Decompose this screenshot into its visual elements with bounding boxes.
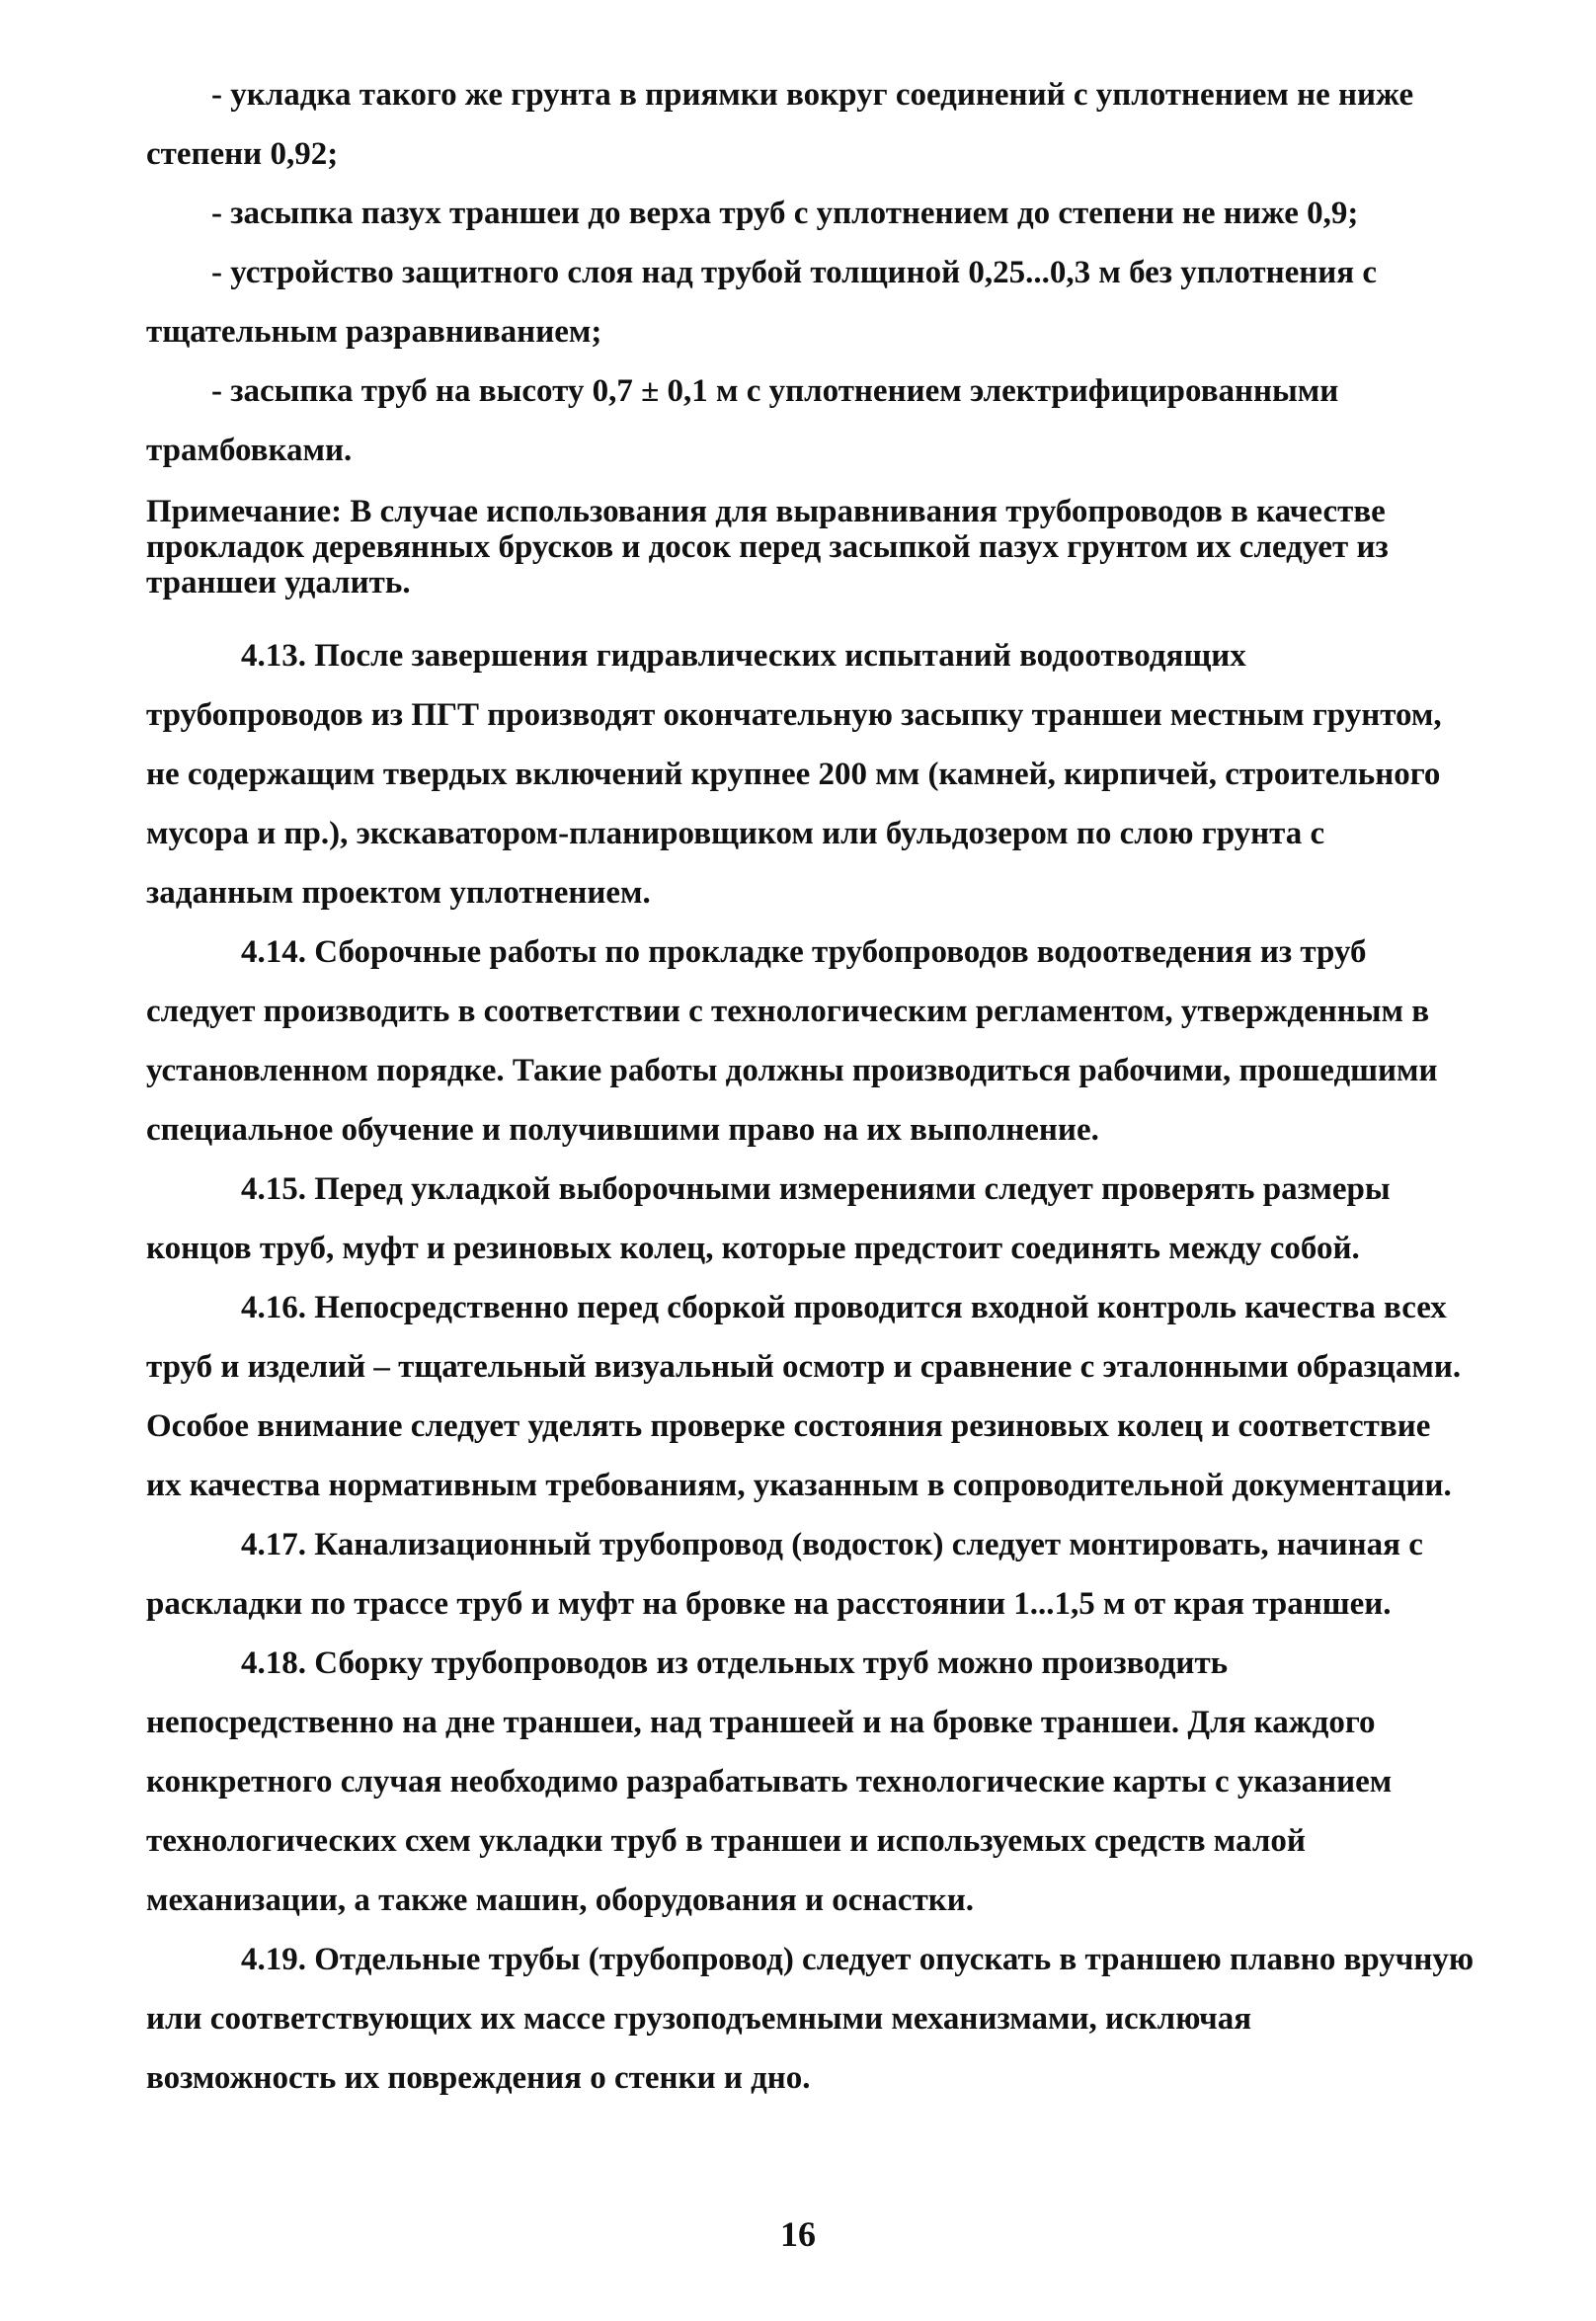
text-line: концов труб, муфт и резиновых колец, которые предстоит соединять между собой. bbox=[146, 1231, 1360, 1266]
paragraph-4-14 bbox=[146, 922, 1458, 1160]
bullet-item bbox=[146, 65, 1458, 184]
paragraph-4-18 bbox=[146, 1634, 1458, 1930]
text-line: - засыпка труб на высоту 0,7 ± 0,1 м с уплотнением электрифицированными bbox=[211, 373, 1339, 409]
text-line: 4.15. Перед укладкой выборочными измерениями следует проверять размеры bbox=[241, 1171, 1391, 1207]
note-line: траншеи удалить. bbox=[146, 565, 411, 600]
page-body bbox=[146, 65, 1475, 2108]
note-block bbox=[146, 494, 1458, 600]
bullet-item bbox=[146, 243, 1458, 361]
paragraph-4-19 bbox=[146, 1930, 1475, 2108]
text-line: - устройство защитного слоя над трубой толщиной 0,25...0,3 м без уплотнения с bbox=[211, 255, 1378, 290]
paragraph-4-17 bbox=[146, 1515, 1458, 1634]
note-line: Примечание: В случае использования для выравнивания трубопроводов в качестве bbox=[146, 494, 1386, 529]
text-line: не содержащим твердых включений крупнее 200 мм (камней, кирпичей, строительного bbox=[146, 757, 1441, 792]
text-line: - укладка такого же грунта в приямки вокруг соединений с уплотнением не ниже bbox=[211, 77, 1414, 113]
text-line: 4.18. Сборку трубопроводов из отдельных труб можно производить bbox=[241, 1645, 1229, 1681]
text-line: или соответствующих их массе грузоподъемными механизмами, исключая bbox=[146, 2001, 1252, 2037]
bullet-item bbox=[146, 184, 1458, 243]
text-line: 4.13. После завершения гидравлических испытаний водоотводящих bbox=[241, 638, 1246, 674]
text-line: 4.14. Сборочные работы по прокладке трубопроводов водоотведения из труб bbox=[241, 934, 1367, 970]
text-line: 4.17. Канализационный трубопровод (водосток) следует монтировать, начиная с bbox=[241, 1527, 1423, 1562]
text-line: непосредственно на дне траншеи, над траншеей и на бровке траншеи. Для каждого bbox=[146, 1705, 1376, 1740]
text-line: трамбовками. bbox=[146, 433, 353, 468]
paragraph-4-16 bbox=[146, 1278, 1462, 1515]
text-line: установленном порядке. Такие работы должны производиться рабочими, прошедшими bbox=[146, 1053, 1438, 1088]
bullet-item bbox=[146, 361, 1458, 480]
text-line: следует производить в соответствии с технологическим регламентом, утвержденным в bbox=[146, 994, 1430, 1029]
text-line: 4.19. Отдельные трубы (трубопровод) следует опускать в траншею плавно вручную bbox=[241, 1942, 1475, 1977]
text-line: - засыпка пазух траншеи до верха труб с уплотнением до степени не ниже 0,9; bbox=[211, 196, 1359, 231]
page-number: 16 bbox=[780, 2214, 816, 2254]
text-line: мусора и пр.), экскаватором-планировщиком или бульдозером по слою грунта с bbox=[146, 816, 1325, 851]
text-line: возможность их повреждения о стенки и дно. bbox=[146, 2060, 811, 2096]
text-line: трубопроводов из ПГТ производят окончательную засыпку траншеи местным грунтом, bbox=[146, 697, 1442, 733]
text-line: заданным проектом уплотнением. bbox=[146, 875, 651, 911]
text-line: их качества нормативным требованиям, указанным в сопроводительной документации. bbox=[146, 1468, 1452, 1503]
text-line: механизации, а также машин, оборудования и оснастки. bbox=[146, 1882, 975, 1918]
paragraph-4-13 bbox=[146, 626, 1458, 922]
text-line: специальное обучение и получившими право на их выполнение. bbox=[146, 1112, 1099, 1148]
text-line: конкретного случая необходимо разрабатывать технологические карты с указанием bbox=[146, 1764, 1393, 1800]
text-line: тщательным разравниванием; bbox=[146, 314, 602, 350]
note-line: прокладок деревянных брусков и досок перед засыпкой пазух грунтом их следует из bbox=[146, 529, 1389, 565]
text-line: раскладки по трассе труб и муфт на бровке на расстоянии 1...1,5 м от края траншеи. bbox=[146, 1586, 1392, 1622]
text-line: Особое внимание следует уделять проверке состояния резиновых колец и соответствие bbox=[146, 1408, 1431, 1444]
paragraph-4-15 bbox=[146, 1160, 1458, 1278]
text-line: труб и изделий – тщательный визуальный осмотр и сравнение с эталонными образцами. bbox=[146, 1349, 1462, 1385]
text-line: степени 0,92; bbox=[146, 136, 339, 172]
text-line: 4.16. Непосредственно перед сборкой проводится входной контроль качества всех bbox=[241, 1290, 1447, 1325]
text-line: технологических схем укладки труб в траншеи и используемых средств малой bbox=[146, 1823, 1306, 1859]
